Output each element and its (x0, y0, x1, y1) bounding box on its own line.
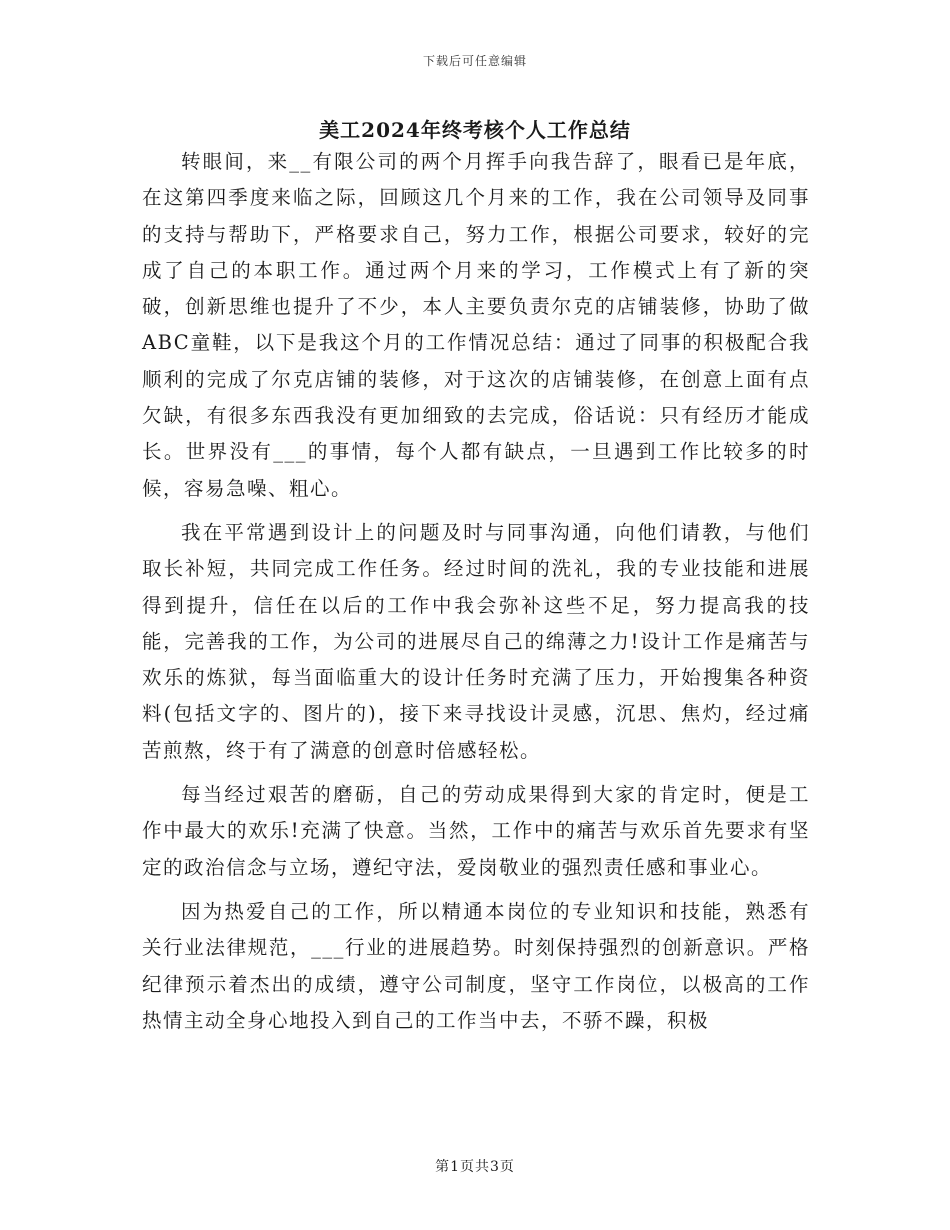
paragraph: 转眼间，来__有限公司的两个月挥手向我告辞了，眼看已是年底，在这第四季度来临之际，回顾这几个月来的工作，我在公司领导及同事的支持与帮助下，严格要求自己，努力工作，根据公司要求，较好的完成了自己的本职工作。通过两个月来的学习，工作模式上有了新的突破，创新思维也提升了不少，本人主要负责尔克的店铺装修，协助了做ABC童鞋，以下是我这个月的工作情况总结：通过了同事的积极配合我顺利的完成了尔克店铺的装修，对于这次的店铺装修，在创意上面有点欠缺，有很多东西我没有更加细致的去完成，俗话说：只有经历才能成长。世界没有___的事情，每个人都有缺点，一旦遇到工作比较多的时候，容易急噪、粗心。 (142, 150, 810, 500)
header-note: 下载后可任意编辑 (422, 54, 527, 68)
paragraph: 我在平常遇到设计上的问题及时与同事沟通，向他们请教，与他们取长补短，共同完成工作任务。经过时间的洗礼，我的专业技能和进展得到提升，信任在以后的工作中我会弥补这些不足，努力提高我的技能，完善我的工作，为公司的进展尽自己的绵薄之力!设计工作是痛苦与欢乐的炼狱，每当面临重大的设计任务时充满了压力，开始搜集各种资料(包括文字的、图片的)，接下来寻找设计灵感，沉思、焦灼，经过痛苦煎熬，终于有了满意的创意时倍感轻松。 (142, 520, 810, 762)
paragraph: 因为热爱自己的工作，所以精通本岗位的专业知识和技能，熟悉有关行业法律规范，___行业的进展趋势。时刻保持强烈的创新意识。严格纪律预示着杰出的成绩，遵守公司制度，坚守工作岗位，以极高的工作热情主动全身心地投入到自己的工作当中去，不骄不躁，积极 (142, 899, 810, 1032)
page-footer: 第1页共3页 (435, 1159, 515, 1175)
paragraph: 每当经过艰苦的磨砺，自己的劳动成果得到大家的肯定时，便是工作中最大的欢乐!充满了快意。当然，工作中的痛苦与欢乐首先要求有坚定的政治信念与立场，遵纪守法，爱岗敬业的强烈责任感和事业心。 (142, 783, 810, 879)
document-title: 美工2024年终考核个人工作总结 (319, 118, 631, 142)
document-body (142, 144, 810, 1047)
